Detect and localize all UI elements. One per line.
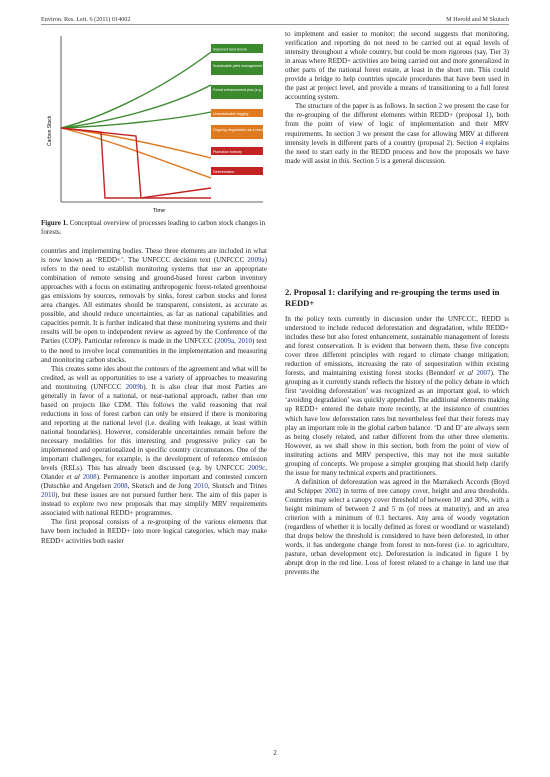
figure-1-chart xyxy=(41,30,294,216)
left-paragraph-2: This creates some ides about the contours of the agreement and what will be credited, as well as opportunities to use a variety of approaches to measuring and monitoring (UNFCCC 2009b). It is also clear that most Parties are generally in favor of a national, or near-national approach, rather than one based on projects like CDM. This follows the valid reasoning that real reductions in loss of forest carbon can only be ensured if there is monitoring and reporting at the national level (i.e. dealing with leakage, at least within national boundaries). However, considerable uncertainties remain before the necessary modalities for this interesting and progressive policy can be implemented and operationalized in specific country circumstances. One of the important challenges, for example, is the development of reference emission levels (RELs). This has already been discussed (e.g. by UNFCCC 2009c, Olander et al 2008). Permanence is another important and contested concern (Dutschke and Angelsen 2008, Skutsch and de Jong 2010, Skutsch and Trines 2010), but these issues are not pursued further here. The aim of this paper is instead to explore two new proposals that may simplify MRV requirements associated with national REDD+ programmes. xyxy=(41,364,267,518)
ref-link[interactable]: 2010 xyxy=(41,491,56,500)
ref-link[interactable]: 2010 xyxy=(193,482,208,491)
enhancement-line xyxy=(61,112,211,128)
legend-tenure: Improved land tenure xyxy=(213,47,247,52)
right-column-bottom xyxy=(285,315,509,577)
legend-plant: Plantation forestry xyxy=(213,150,242,154)
plantation-line xyxy=(61,128,211,198)
left-column xyxy=(41,247,267,546)
section-heading: 2. Proposal 1: clarifying and re-grouping the terms used in REDD+ xyxy=(285,287,500,308)
ref-link[interactable]: 2002 xyxy=(324,486,339,495)
ref-link[interactable]: 2009a, 2010 xyxy=(216,337,253,346)
right-paragraph-3: In the policy texts currently in discussion under the UNFCCC, REDD is understood to include reduced deforestation and degradation, while REDD+ includes these but also forest enhancement, sustainable management of forests and forest conservation. It is evident that between them, these five concepts cover three different principles with regard to climate change mitigation; reduction of emissions, increasing the rate of sequestration within existing forests, and maintaining existing forest stocks (Benndorf et al 2007). The grouping as it currently stands reflects the history of the policy debate in which first ‘avoiding deforestation’ was recognized as an important goal, to which ‘avoiding degradation’ was quickly appended. The additional elements making up REDD+ entered the debate more recently, at the insistence of countries which have low deforestation rates but nevertheless feel that their forests may play an important role in the global carbon balance. ‘D and D’ are always seen as being closely related, and rather different from the other three elements. However, as we shall show in this section, both from the point of view of instituting actions and MRV perspective, this may not the most suitable grouping of concepts. We propose a simpler grouping that should help clarify the issue for many technical experts and practitioners. xyxy=(285,315,510,477)
ref-link[interactable]: 2009a xyxy=(247,256,265,265)
section-link[interactable]: 5 xyxy=(375,156,380,165)
right-paragraph-1: to implement and easier to monitor; the second suggests that monitoring, verification and reporting do not need to be carried out at equal levels of intensity throughout a whole country, but could be more rigorous (say, Tier 3) in areas where REDD+ activities are being carried out and more generalized in other parts of the national forest estate, at least in the short run. This could provide a bridge to help countries upscale procedures that have been used in the past at project level, and provide a means of transitioning to a full forest accounting system. xyxy=(285,30,509,102)
right-paragraph-4: A definition of deforestation was agreed in the Marrakech Accords (Boyd and Schipper 2002) in terms of tree canopy cover, height and area thresholds. Countries may select a canopy cover threshold of between 10 and 30%, with a height minimum of between 2 and 5 m (of trees at maturity), and an area criterion with a minimum of 0.1 hectares. Any area of woody vegetation (regardless of whether it is locally defined as forest or woodland or wasteland) that drops below the threshold is considered to have been deforested, in other words, it has undergone change from forest to non-forest (i.e. to agriculture, pasture, urban development etc). Deforestation is indicated in figure 1 by abrupt drop in the red line. Loss of forest related to a change in land use that prevents the xyxy=(285,477,509,577)
authors-header: M Herold and M Skutsch xyxy=(446,16,509,23)
figure-caption xyxy=(41,219,267,237)
figure-1 xyxy=(41,30,294,216)
ref-link[interactable]: 2008 xyxy=(79,473,97,482)
section-link[interactable]: 4 xyxy=(479,138,484,147)
caption-label: Figure 1. xyxy=(41,219,68,227)
legend-sfm: Sustainable yield management (SFM) xyxy=(213,64,274,68)
legend-degr: Ongoing degradation as a result of community use xyxy=(213,128,294,132)
header-rule xyxy=(41,24,509,25)
ref-link[interactable]: 2008 xyxy=(113,482,128,491)
y-axis-label: Carbon Stock xyxy=(47,115,53,146)
left-paragraph-1: countries and implementing bodies. These three elements are included in what is now known as ‘REDD+’. The UNFCCC decision text (UNFCCC 2009a) refers to the need to establish monitoring systems that use an appropriate combination of remote sensing and ground-based forest carbon inventory approaches with a focus on estimating anthropogenic forest-related greenhouse gas emissions by sources, removals by sinks, forest carbon stocks and forest area changes. All estimates should be transparent, consistent, as accurate as possible, and should reduce uncertainties, as far as national capabilities and capacities permit. It is further indicated that these monitoring systems and their results will be open to independent review as agreed by the Conference of the Parties (COP). Particular reference is made in the UNFCCC (2009a, 2010) text to the need to involve local communities in the implementation and measuring and monitoring carbon stocks. xyxy=(41,247,268,364)
right-column-top xyxy=(285,30,509,166)
left-paragraph-3: The first proposal consists of a re-grouping of the various elements that have been included in REDD+ into more logical categories, which may make REDD+ activities both easier xyxy=(41,518,267,545)
legend-enh: Forest enhancement plus (e.g. ECM) xyxy=(213,88,272,92)
ref-link[interactable]: 2009b xyxy=(125,382,144,391)
section-link[interactable]: 2 xyxy=(438,102,443,111)
x-axis-label: Time xyxy=(153,208,166,214)
journal-header: Environ. Res. Lett. 6 (2011) 014002 xyxy=(41,16,131,23)
legend-logging: Unsustainable logging xyxy=(213,112,249,116)
ref-link[interactable]: 2009c xyxy=(248,464,266,473)
section-link[interactable]: 3 xyxy=(356,129,361,138)
ref-link[interactable]: 2007 xyxy=(472,369,491,378)
legend-defor: Deforestation xyxy=(213,170,235,174)
page-number: 2 xyxy=(273,749,277,757)
caption-text: Conceptual overview of processes leading to carbon stock changes in forests. xyxy=(41,219,266,236)
right-paragraph-2: The structure of the paper is as follows. In section 2 we present the case for the re-grouping of the different elements within REDD+ (proposal 1), both from the point of view of logic of implementation and their MRV requirements. In section 3 we present the case for allowing MRV at different intensity levels in different parts of a country (proposal 2). Section 4 explains the need to start early in the REDD process and how the proposals we have made will assist in this. Section 5 is a general discussion. xyxy=(285,102,510,165)
